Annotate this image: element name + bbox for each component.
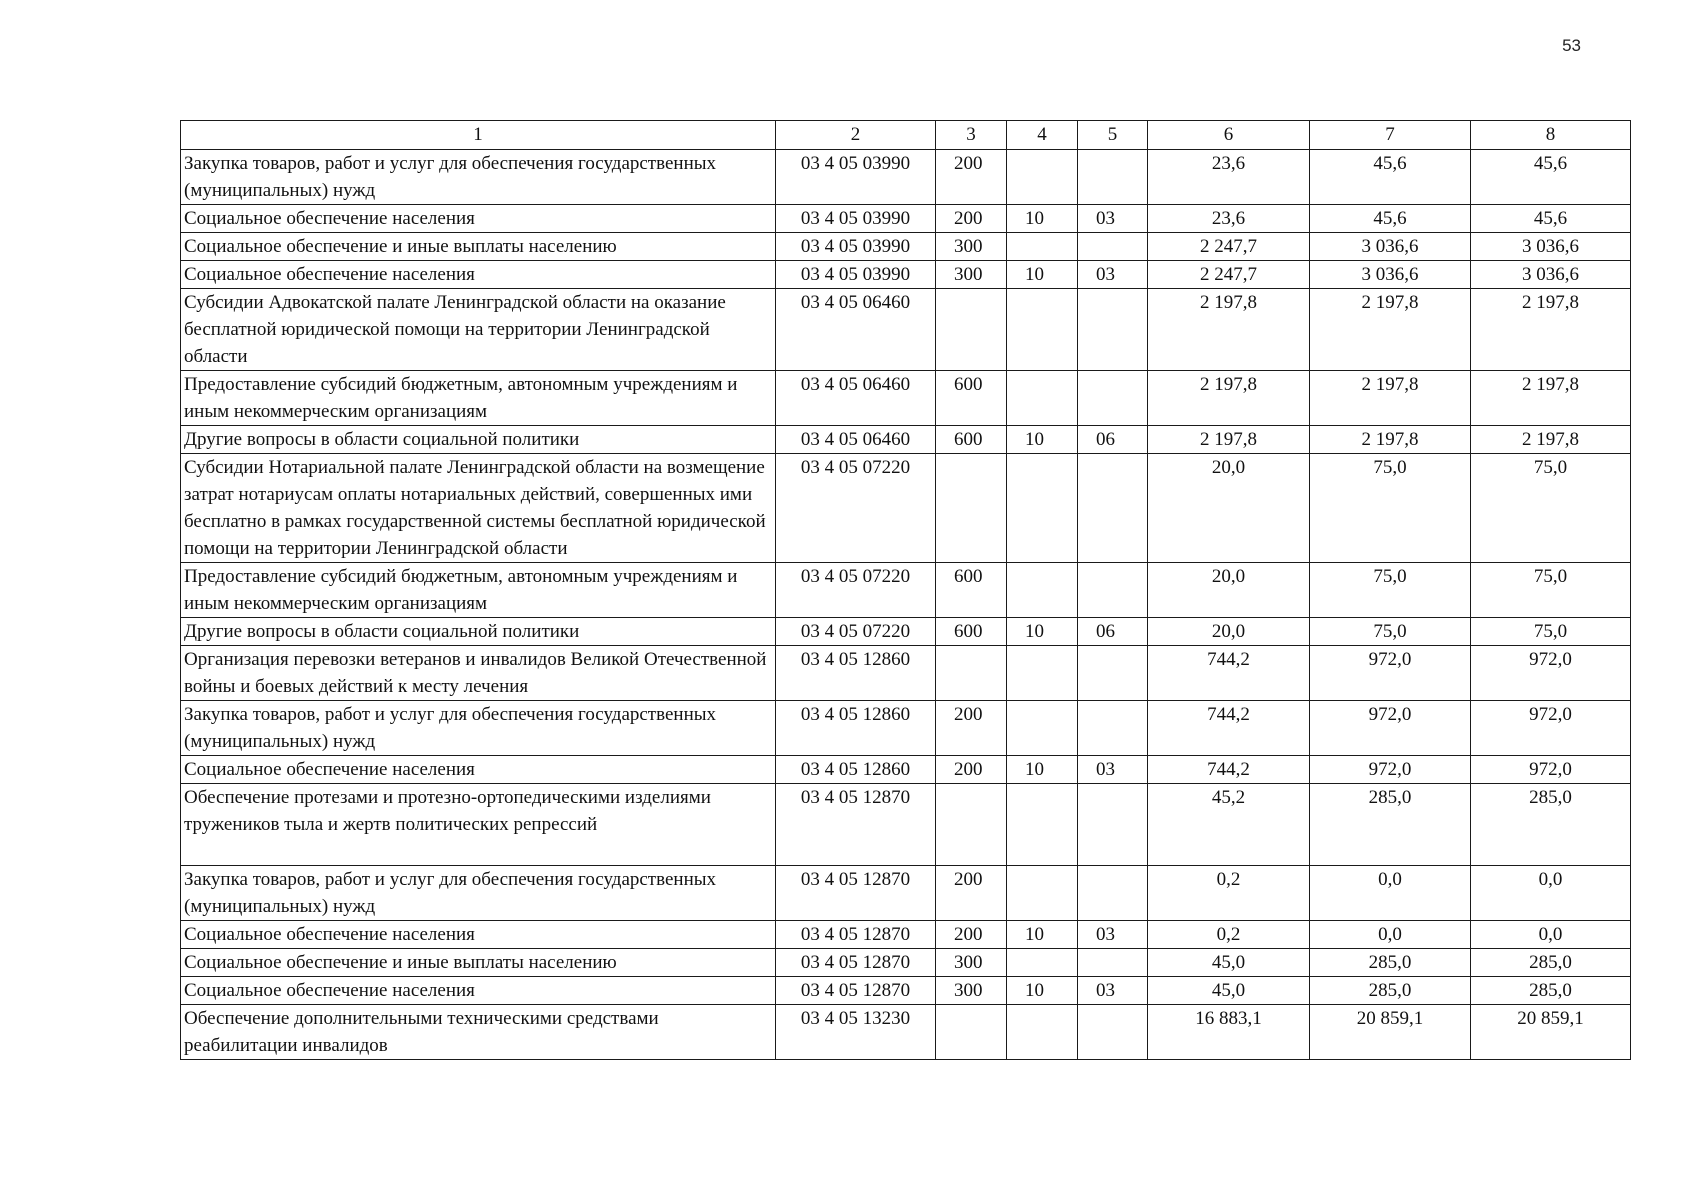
row-value7-cell: 0,0: [1310, 921, 1471, 949]
table-row: [181, 233, 1631, 261]
row-col4-cell: [1007, 701, 1078, 756]
row-value8-cell: 285,0: [1471, 949, 1631, 977]
row-col5-cell: [1078, 454, 1148, 563]
row-col3-cell: 200: [936, 756, 1007, 784]
row-col5-cell: [1078, 646, 1148, 701]
row-name-cell: Закупка товаров, работ и услуг для обеспечения государственных (муниципальных) нужд: [181, 701, 776, 756]
row-value8-cell: 285,0: [1471, 977, 1631, 1005]
row-col5-cell: [1078, 866, 1148, 921]
row-value6-cell: 0,2: [1148, 921, 1310, 949]
table-row: [181, 646, 1631, 701]
table-row: [181, 921, 1631, 949]
row-col3-cell: 200: [936, 701, 1007, 756]
row-name-cell: Обеспечение протезами и протезно-ортопедическими изделиями тружеников тыла и жертв политических репрессий: [181, 784, 776, 866]
table-row: [181, 618, 1631, 646]
table-row: [181, 756, 1631, 784]
row-col4-cell: 10: [1007, 261, 1078, 289]
row-col5-cell: [1078, 371, 1148, 426]
row-code-cell: 03 4 05 12870: [776, 784, 936, 866]
row-col5-cell: [1078, 701, 1148, 756]
row-value7-cell: 972,0: [1310, 646, 1471, 701]
row-col4-cell: [1007, 784, 1078, 866]
row-value8-cell: 972,0: [1471, 756, 1631, 784]
row-value6-cell: 2 197,8: [1148, 426, 1310, 454]
row-name-cell: Социальное обеспечение населения: [181, 756, 776, 784]
row-name-cell: Социальное обеспечение населения: [181, 977, 776, 1005]
row-col3-cell: 600: [936, 371, 1007, 426]
row-name-cell: Социальное обеспечение населения: [181, 205, 776, 233]
page-number: 53: [1562, 36, 1581, 55]
row-col3-cell: 300: [936, 977, 1007, 1005]
row-value7-cell: 972,0: [1310, 701, 1471, 756]
row-value6-cell: 45,2: [1148, 784, 1310, 866]
row-value7-cell: 75,0: [1310, 563, 1471, 618]
row-value6-cell: 23,6: [1148, 205, 1310, 233]
row-col4-cell: 10: [1007, 618, 1078, 646]
row-col4-cell: 10: [1007, 426, 1078, 454]
row-code-cell: 03 4 05 12860: [776, 646, 936, 701]
row-col4-cell: [1007, 150, 1078, 205]
row-value6-cell: 2 247,7: [1148, 233, 1310, 261]
row-name-cell: Закупка товаров, работ и услуг для обеспечения государственных (муниципальных) нужд: [181, 866, 776, 921]
header-col-8: 8: [1471, 121, 1631, 150]
row-value7-cell: 45,6: [1310, 150, 1471, 205]
row-value8-cell: 3 036,6: [1471, 261, 1631, 289]
row-value8-cell: 20 859,1: [1471, 1005, 1631, 1060]
row-name-cell: Субсидии Нотариальной палате Ленинградской области на возмещение затрат нотариусам оплаты нотариальных действий, совершенных ими бесплатно в рамках государственной системы бесплатной юридической помощи на территории Ленинградской области: [181, 454, 776, 563]
row-col3-cell: [936, 1005, 1007, 1060]
header-col-6: 6: [1148, 121, 1310, 150]
table-row: [181, 371, 1631, 426]
row-value7-cell: 75,0: [1310, 618, 1471, 646]
row-value8-cell: 2 197,8: [1471, 289, 1631, 371]
row-code-cell: 03 4 05 03990: [776, 233, 936, 261]
row-value8-cell: 45,6: [1471, 150, 1631, 205]
row-code-cell: 03 4 05 07220: [776, 454, 936, 563]
table-row: [181, 426, 1631, 454]
row-col3-cell: 600: [936, 618, 1007, 646]
row-col4-cell: 10: [1007, 921, 1078, 949]
row-col5-cell: 06: [1078, 618, 1148, 646]
header-col-1: 1: [181, 121, 776, 150]
row-code-cell: 03 4 05 03990: [776, 150, 936, 205]
row-code-cell: 03 4 05 03990: [776, 205, 936, 233]
table-row: [181, 454, 1631, 563]
row-col3-cell: [936, 784, 1007, 866]
row-col5-cell: [1078, 949, 1148, 977]
row-value8-cell: 75,0: [1471, 563, 1631, 618]
table-row: [181, 866, 1631, 921]
row-name-cell: Предоставление субсидий бюджетным, автономным учреждениям и иным некоммерческим организациям: [181, 371, 776, 426]
table-body: [181, 150, 1631, 1060]
row-value6-cell: 20,0: [1148, 618, 1310, 646]
row-name-cell: Обеспечение дополнительными техническими средствами реабилитации инвалидов: [181, 1005, 776, 1060]
row-col5-cell: [1078, 233, 1148, 261]
table-row: [181, 289, 1631, 371]
row-value6-cell: 2 247,7: [1148, 261, 1310, 289]
table-row: [181, 977, 1631, 1005]
row-col4-cell: [1007, 233, 1078, 261]
row-col5-cell: [1078, 563, 1148, 618]
row-code-cell: 03 4 05 07220: [776, 563, 936, 618]
row-col4-cell: [1007, 949, 1078, 977]
row-code-cell: 03 4 05 07220: [776, 618, 936, 646]
row-col4-cell: 10: [1007, 756, 1078, 784]
row-col5-cell: 03: [1078, 921, 1148, 949]
row-name-cell: Социальное обеспечение и иные выплаты населению: [181, 949, 776, 977]
header-col-2: 2: [776, 121, 936, 150]
row-value7-cell: 75,0: [1310, 454, 1471, 563]
row-value6-cell: 45,0: [1148, 977, 1310, 1005]
row-col3-cell: 600: [936, 563, 1007, 618]
row-value7-cell: 2 197,8: [1310, 289, 1471, 371]
row-name-cell: Социальное обеспечение населения: [181, 261, 776, 289]
row-value8-cell: 972,0: [1471, 646, 1631, 701]
row-name-cell: Организация перевозки ветеранов и инвалидов Великой Отечественной войны и боевых действий к месту лечения: [181, 646, 776, 701]
row-col5-cell: 03: [1078, 261, 1148, 289]
row-value6-cell: 20,0: [1148, 454, 1310, 563]
row-value7-cell: 2 197,8: [1310, 371, 1471, 426]
row-value8-cell: 2 197,8: [1471, 426, 1631, 454]
row-col4-cell: [1007, 563, 1078, 618]
row-name-cell: Социальное обеспечение населения: [181, 921, 776, 949]
row-code-cell: 03 4 05 13230: [776, 1005, 936, 1060]
row-value7-cell: 3 036,6: [1310, 233, 1471, 261]
row-col4-cell: [1007, 1005, 1078, 1060]
row-value7-cell: 285,0: [1310, 977, 1471, 1005]
row-col3-cell: [936, 646, 1007, 701]
row-value6-cell: 2 197,8: [1148, 371, 1310, 426]
row-value7-cell: 0,0: [1310, 866, 1471, 921]
row-col3-cell: [936, 454, 1007, 563]
table-row: [181, 205, 1631, 233]
row-code-cell: 03 4 05 03990: [776, 261, 936, 289]
row-value8-cell: 45,6: [1471, 205, 1631, 233]
table-row: [181, 563, 1631, 618]
row-col4-cell: [1007, 371, 1078, 426]
row-name-cell: Другие вопросы в области социальной политики: [181, 426, 776, 454]
row-name-cell: Предоставление субсидий бюджетным, автономным учреждениям и иным некоммерческим организациям: [181, 563, 776, 618]
row-code-cell: 03 4 05 12870: [776, 921, 936, 949]
row-code-cell: 03 4 05 06460: [776, 426, 936, 454]
row-col3-cell: 200: [936, 150, 1007, 205]
row-value6-cell: 45,0: [1148, 949, 1310, 977]
budget-table: [180, 120, 1631, 1060]
row-name-cell: Закупка товаров, работ и услуг для обеспечения государственных (муниципальных) нужд: [181, 150, 776, 205]
table-header: [181, 121, 1631, 150]
table-row: [181, 261, 1631, 289]
row-value8-cell: 75,0: [1471, 454, 1631, 563]
row-value7-cell: 3 036,6: [1310, 261, 1471, 289]
row-col4-cell: [1007, 646, 1078, 701]
header-col-7: 7: [1310, 121, 1471, 150]
row-col3-cell: 300: [936, 261, 1007, 289]
row-value6-cell: 744,2: [1148, 646, 1310, 701]
row-code-cell: 03 4 05 12870: [776, 977, 936, 1005]
row-col4-cell: [1007, 866, 1078, 921]
row-value8-cell: 972,0: [1471, 701, 1631, 756]
row-value7-cell: 285,0: [1310, 784, 1471, 866]
row-col3-cell: 600: [936, 426, 1007, 454]
table-row: [181, 784, 1631, 866]
row-col5-cell: [1078, 150, 1148, 205]
row-value8-cell: 0,0: [1471, 921, 1631, 949]
row-col3-cell: 300: [936, 949, 1007, 977]
row-col5-cell: [1078, 1005, 1148, 1060]
row-col3-cell: 200: [936, 205, 1007, 233]
row-col3-cell: 200: [936, 866, 1007, 921]
row-col3-cell: 300: [936, 233, 1007, 261]
table-row: [181, 701, 1631, 756]
row-name-cell: Социальное обеспечение и иные выплаты населению: [181, 233, 776, 261]
row-value7-cell: 45,6: [1310, 205, 1471, 233]
row-value6-cell: 20,0: [1148, 563, 1310, 618]
row-value8-cell: 0,0: [1471, 866, 1631, 921]
row-value8-cell: 2 197,8: [1471, 371, 1631, 426]
row-value8-cell: 3 036,6: [1471, 233, 1631, 261]
row-col4-cell: [1007, 289, 1078, 371]
row-col5-cell: [1078, 289, 1148, 371]
row-name-cell: Субсидии Адвокатской палате Ленинградской области на оказание бесплатной юридической помощи на территории Ленинградской области: [181, 289, 776, 371]
row-value6-cell: 0,2: [1148, 866, 1310, 921]
row-value6-cell: 744,2: [1148, 701, 1310, 756]
row-col5-cell: 03: [1078, 205, 1148, 233]
row-value6-cell: 744,2: [1148, 756, 1310, 784]
table-row: [181, 150, 1631, 205]
row-col3-cell: [936, 289, 1007, 371]
header-col-4: 4: [1007, 121, 1078, 150]
row-code-cell: 03 4 05 12870: [776, 866, 936, 921]
row-value6-cell: 2 197,8: [1148, 289, 1310, 371]
row-value6-cell: 16 883,1: [1148, 1005, 1310, 1060]
header-row: [181, 121, 1631, 150]
row-col3-cell: 200: [936, 921, 1007, 949]
row-col5-cell: 03: [1078, 756, 1148, 784]
row-col5-cell: [1078, 784, 1148, 866]
row-col4-cell: [1007, 454, 1078, 563]
row-col5-cell: 06: [1078, 426, 1148, 454]
row-name-cell: Другие вопросы в области социальной политики: [181, 618, 776, 646]
row-col5-cell: 03: [1078, 977, 1148, 1005]
row-value7-cell: 972,0: [1310, 756, 1471, 784]
table-row: [181, 949, 1631, 977]
row-code-cell: 03 4 05 06460: [776, 289, 936, 371]
row-code-cell: 03 4 05 12860: [776, 701, 936, 756]
header-col-3: 3: [936, 121, 1007, 150]
row-value8-cell: 75,0: [1471, 618, 1631, 646]
row-code-cell: 03 4 05 12870: [776, 949, 936, 977]
row-value7-cell: 285,0: [1310, 949, 1471, 977]
row-value7-cell: 2 197,8: [1310, 426, 1471, 454]
row-col4-cell: 10: [1007, 977, 1078, 1005]
row-col4-cell: 10: [1007, 205, 1078, 233]
row-value6-cell: 23,6: [1148, 150, 1310, 205]
table-row: [181, 1005, 1631, 1060]
row-value7-cell: 20 859,1: [1310, 1005, 1471, 1060]
header-col-5: 5: [1078, 121, 1148, 150]
row-code-cell: 03 4 05 06460: [776, 371, 936, 426]
row-value8-cell: 285,0: [1471, 784, 1631, 866]
row-code-cell: 03 4 05 12860: [776, 756, 936, 784]
